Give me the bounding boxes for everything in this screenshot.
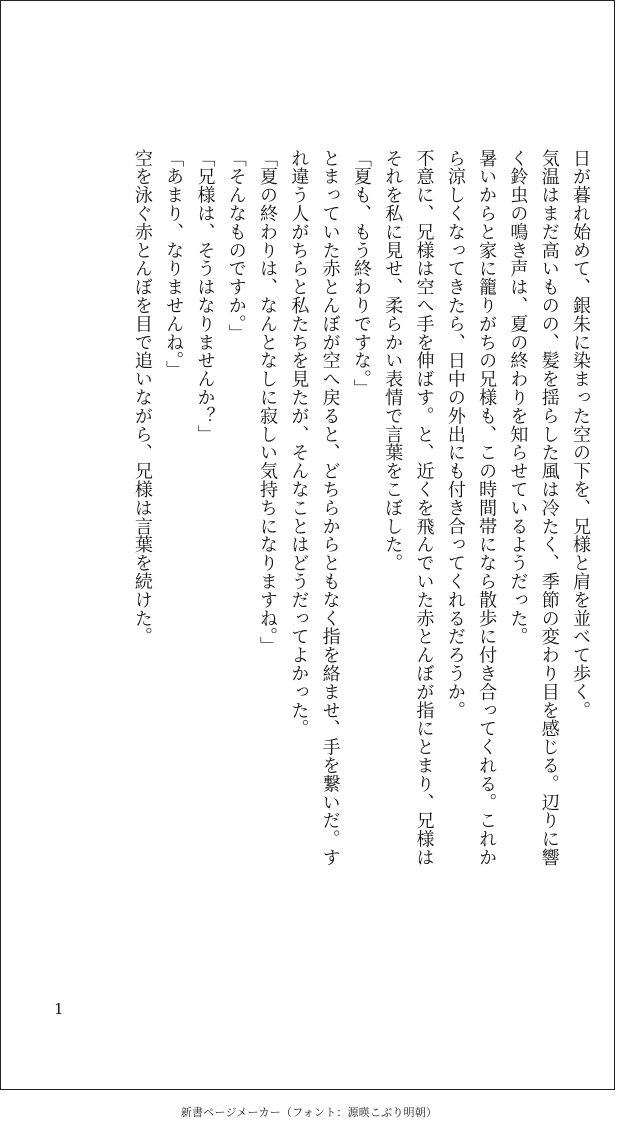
text-line: ら涼しくなってきたら、日中の外出にも付き合ってくれるだろうか。 [444, 149, 466, 720]
text-line: 暑いからと家に籠りがちの兄様も、この時間帯になら散歩に付き合ってくれる。これか [476, 149, 498, 867]
text-line: 「夏も、もう終わりですな。」 [350, 149, 372, 398]
text-line: く鈴虫の鳴き声は、夏の終わりを知らせているようだった。 [507, 149, 529, 646]
text-line: 空を泳ぐ赤とんぼを目で追いながら、兄様は言葉を続けた。 [131, 149, 153, 646]
text-line: 「兄様は、そうはなりませんか？」 [194, 149, 216, 444]
text-line: 「そんなものですか。」 [225, 149, 247, 343]
footer-credit: 新書ページメーカー（フォント：源暎こぶり明朝） [180, 1106, 438, 1119]
page-number: 1 [54, 1000, 64, 1018]
text-line: 「あまり、なりませんね。」 [163, 149, 185, 380]
text-line: 「夏の終わりは、なんとなしに寂しい気持ちになりますね。」 [257, 149, 279, 656]
text-line: とまっていた赤とんぼが空へ戻ると、どちらからともなく指を絡ませ、手を繋いだ。す [319, 149, 341, 867]
text-line: 気温はまだ高いものの、髪を揺らした風は冷たく、季節の変わり目を感じる。辺りに響 [538, 149, 560, 867]
text-line: れ違う人がちらと私たちを見たが、そんなことはどうだってよかった。 [288, 149, 310, 738]
text-line: それを私に見せ、柔らかい表情で言葉をこぼした。 [382, 149, 404, 573]
text-line: 不意に、兄様は空へ手を伸ばす。と、近くを飛んでいた赤とんぼが指にとまり、兄様は [413, 149, 435, 867]
text-line: 日が暮れ始めて、銀朱に染まった空の下を、兄様と肩を並べて歩く。 [570, 149, 591, 720]
vertical-body-text [127, 149, 596, 979]
